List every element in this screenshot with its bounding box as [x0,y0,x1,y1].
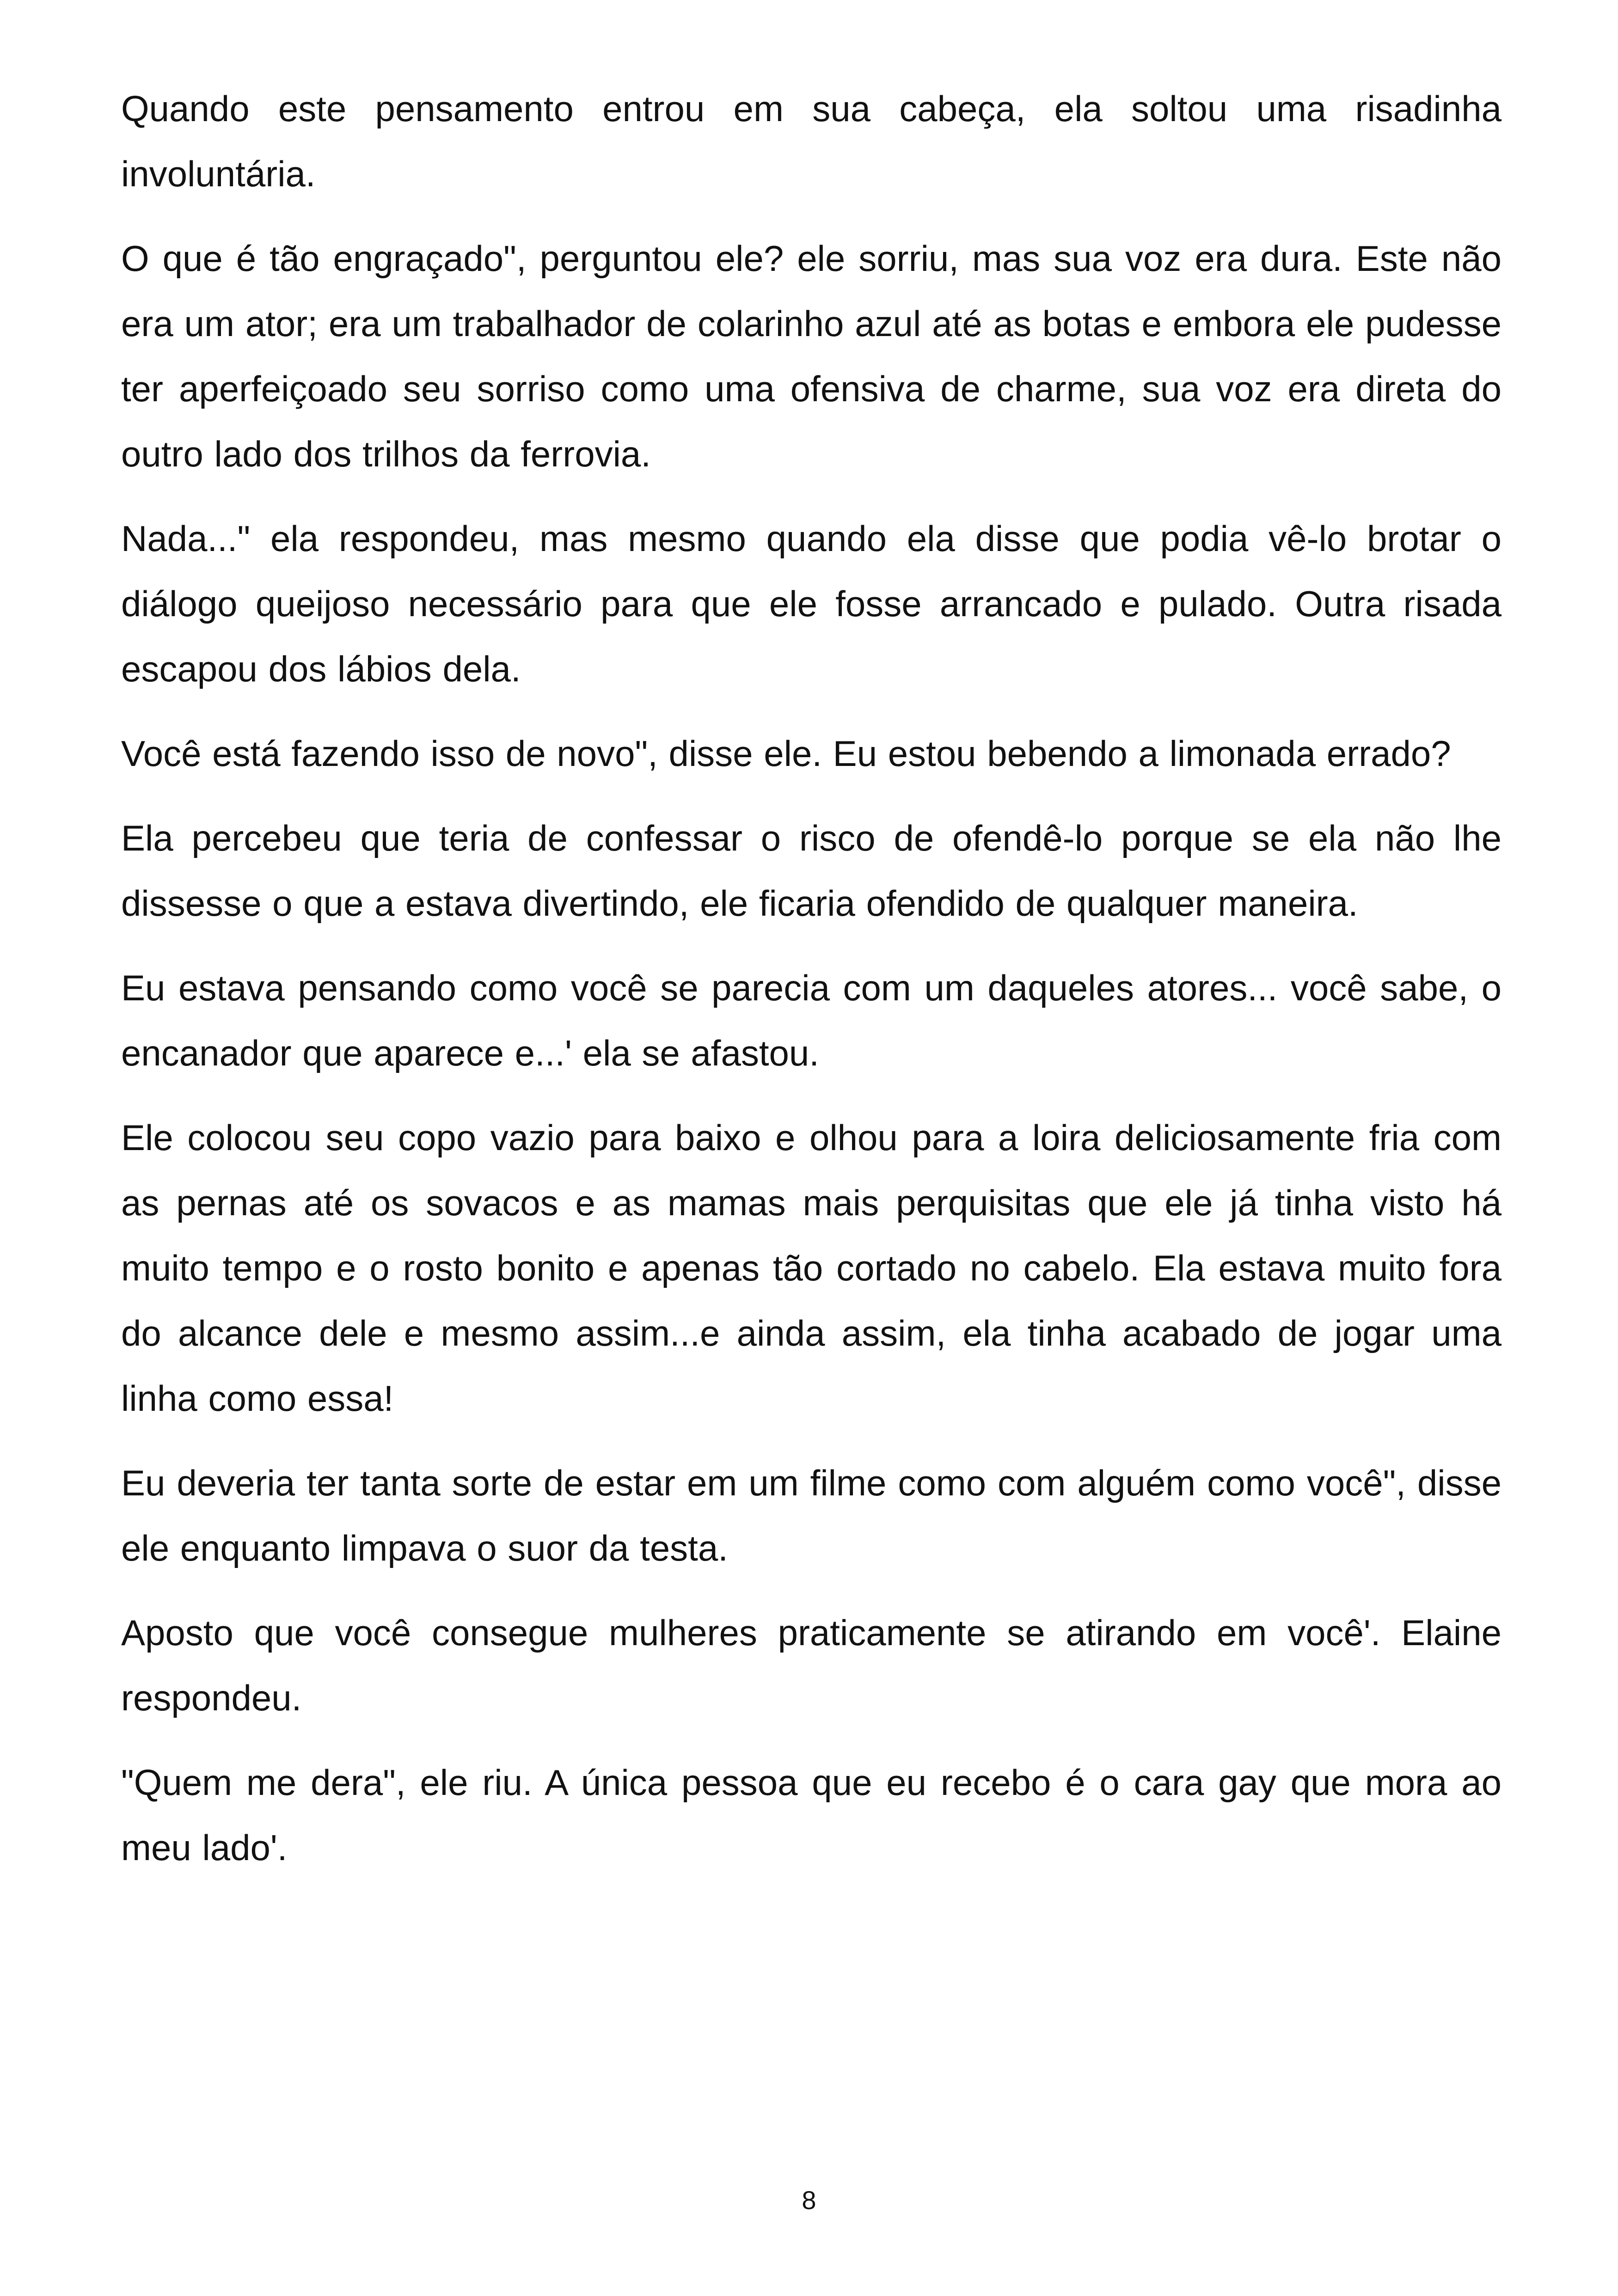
paragraph: Você está fazendo isso de novo", disse ele. Eu estou bebendo a limonada errado? [121,733,1451,774]
paragraph: Eu estava pensando como você se parecia com um daqueles atores... você sabe, o encanador que aparece e...' ela se afastou. [121,967,1502,1073]
paragraph: Nada..." ela respondeu, mas mesmo quando ela disse que podia vê-lo brotar o diálogo queijoso necessário para que ele fosse arrancado e pulado. Outra risada escapou dos lábios dela. [121,518,1502,689]
paragraph: "Quem me dera", ele riu. A única pessoa que eu recebo é o cara gay que mora ao meu lado'. [121,1762,1502,1868]
paragraph: Quando este pensamento entrou em sua cabeça, ela soltou uma risadinha involuntária. [121,88,1502,194]
paragraph: Eu deveria ter tanta sorte de estar em um filme como com alguém como você", disse ele enquanto limpava o suor da testa. [121,1463,1502,1568]
document-page [121,76,1502,1900]
paragraph: Ele colocou seu copo vazio para baixo e olhou para a loira deliciosamente fria com as pernas até os sovacos e as mamas mais perquisitas que ele já tinha visto há muito tempo e o rosto bonito e apenas tão cortado no cabelo. Ela estava muito fora do alcance dele e mesmo assim...e ainda assim, ela tinha acabado de jogar uma linha como essa! [121,1117,1502,1419]
paragraph: Aposto que você consegue mulheres praticamente se atirando em você'. Elaine respondeu. [121,1612,1502,1718]
paragraph: O que é tão engraçado", perguntou ele? ele sorriu, mas sua voz era dura. Este não era um ator; era um trabalhador de colarinho azul até as botas e embora ele pudesse ter aperfeiçoado seu sorriso como uma ofensiva de charme, sua voz era direta do outro lado dos trilhos da ferrovia. [121,238,1502,474]
paragraph: Ela percebeu que teria de confessar o risco de ofendê-lo porque se ela não lhe dissesse o que a estava divertindo, ele ficaria ofendido de qualquer maneira. [121,818,1502,924]
page-number: 8 [802,2186,816,2215]
